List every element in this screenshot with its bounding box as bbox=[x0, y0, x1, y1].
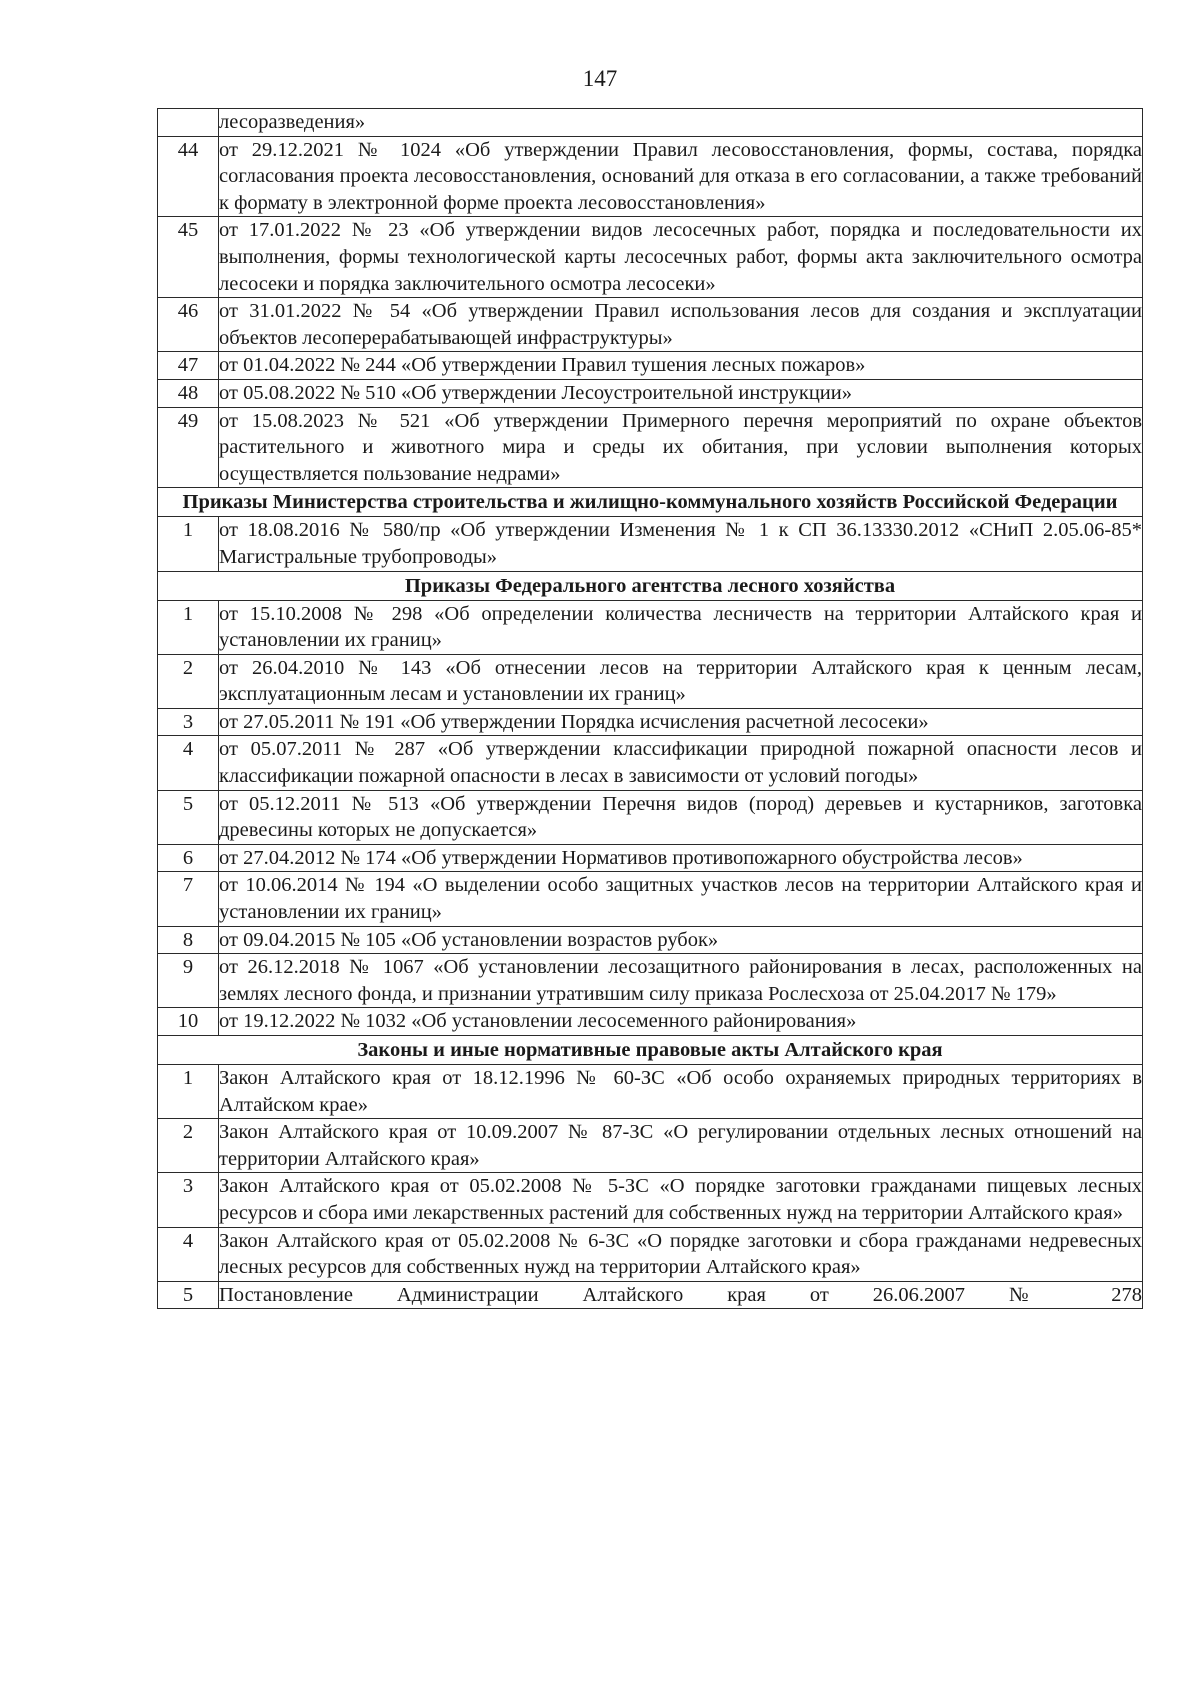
item-text: Закон Алтайского края от 05.02.2008 № 5-ЗС «О порядке заготовки гражданами пищевых лесных ресурсов и сбора ими лекарственных растений для собственных нужд на территории Алтайского края» bbox=[219, 1173, 1143, 1227]
item-text: от 18.08.2016 № 580/пр «Об утверждении Изменения № 1 к СП 36.13330.2012 «СНиП 2.05.06-85* Магистральные трубопроводы» bbox=[219, 517, 1143, 571]
item-text: от 15.08.2023 № 521 «Об утверждении Примерного перечня мероприятий по охране объектов растительного и животного мира и среды их обитания, при условии выполнения которых осуществляется пользование недрами» bbox=[219, 407, 1143, 488]
item-number bbox=[158, 109, 219, 137]
item-text: от 15.10.2008 № 298 «Об определении количества лесничеств на территории Алтайского края и установлении их границ» bbox=[219, 600, 1143, 654]
item-number: 1 bbox=[158, 517, 219, 571]
table-row bbox=[158, 654, 1143, 708]
table-row bbox=[158, 217, 1143, 298]
item-text: от 27.05.2011 № 191 «Об утверждении Порядка исчисления расчетной лесосеки» bbox=[219, 708, 1143, 736]
table-row bbox=[158, 926, 1143, 954]
item-text: от 01.04.2022 № 244 «Об утверждении Правил тушения лесных пожаров» bbox=[219, 352, 1143, 380]
item-text: от 26.12.2018 № 1067 «Об установлении лесозащитного районирования в лесах, расположенных на землях лесного фонда, и признании утратившим силу приказа Рослесхоза от 25.04.2017 № 179» bbox=[219, 954, 1143, 1008]
table-row bbox=[158, 844, 1143, 872]
item-number: 2 bbox=[158, 654, 219, 708]
section-header-row bbox=[158, 571, 1143, 600]
item-text: от 27.04.2012 № 174 «Об утверждении Нормативов противопожарного обустройства лесов» bbox=[219, 844, 1143, 872]
item-text: от 29.12.2021 № 1024 «Об утверждении Правил лесовосстановления, формы, состава, порядка согласования проекта лесовосстановления, оснований для отказа в его согласовании, а также требований к формату в электронной форме проекта лесовосстановления» bbox=[219, 136, 1143, 217]
item-text: от 05.08.2022 № 510 «Об утверждении Лесоустроительной инструкции» bbox=[219, 379, 1143, 407]
item-number: 44 bbox=[158, 136, 219, 217]
item-text: лесоразведения» bbox=[219, 109, 1143, 137]
item-number: 4 bbox=[158, 1227, 219, 1281]
table-row bbox=[158, 1065, 1143, 1119]
item-number: 2 bbox=[158, 1119, 219, 1173]
table-row bbox=[158, 136, 1143, 217]
table-row bbox=[158, 517, 1143, 571]
item-number: 8 bbox=[158, 926, 219, 954]
item-number: 4 bbox=[158, 736, 219, 790]
item-number: 3 bbox=[158, 708, 219, 736]
item-text: от 26.04.2010 № 143 «Об отнесении лесов на территории Алтайского края к ценным лесам, эксплуатационным лесам и установлении их границ» bbox=[219, 654, 1143, 708]
table-row bbox=[158, 1281, 1143, 1309]
table-row bbox=[158, 109, 1143, 137]
item-number: 47 bbox=[158, 352, 219, 380]
item-text: от 05.07.2011 № 287 «Об утверждении классификации природной пожарной опасности лесов и классификации пожарной опасности в лесах в зависимости от условий погоды» bbox=[219, 736, 1143, 790]
section-header-row bbox=[158, 488, 1143, 517]
item-text: Закон Алтайского края от 10.09.2007 № 87-ЗС «О регулировании отдельных лесных отношений на территории Алтайского края» bbox=[219, 1119, 1143, 1173]
table-row bbox=[158, 379, 1143, 407]
item-text: от 05.12.2011 № 513 «Об утверждении Перечня видов (пород) деревьев и кустарников, заготовка древесины которых не допускается» bbox=[219, 790, 1143, 844]
item-text: Закон Алтайского края от 05.02.2008 № 6-ЗС «О порядке заготовки и сбора гражданами недревесных лесных ресурсов для собственных нужд на территории Алтайского края» bbox=[219, 1227, 1143, 1281]
table-row bbox=[158, 1227, 1143, 1281]
item-number: 6 bbox=[158, 844, 219, 872]
item-number: 46 bbox=[158, 298, 219, 352]
item-number: 49 bbox=[158, 407, 219, 488]
item-text: Закон Алтайского края от 18.12.1996 № 60-ЗС «Об особо охраняемых природных территориях в Алтайском крае» bbox=[219, 1065, 1143, 1119]
table-row bbox=[158, 407, 1143, 488]
table-row bbox=[158, 352, 1143, 380]
table-row bbox=[158, 600, 1143, 654]
section-title: Приказы Министерства строительства и жилищно-коммунального хозяйств Российской Федерации bbox=[158, 488, 1143, 517]
table-row bbox=[158, 298, 1143, 352]
table-row bbox=[158, 708, 1143, 736]
item-text: Постановление Администрации Алтайского края от 26.06.2007 № 278 bbox=[219, 1281, 1143, 1309]
item-text: от 09.04.2015 № 105 «Об установлении возрастов рубок» bbox=[219, 926, 1143, 954]
section-header-row bbox=[158, 1036, 1143, 1065]
item-number: 7 bbox=[158, 872, 219, 926]
item-number: 10 bbox=[158, 1008, 219, 1036]
table-row bbox=[158, 872, 1143, 926]
item-number: 45 bbox=[158, 217, 219, 298]
table-body bbox=[158, 109, 1143, 1309]
item-number: 3 bbox=[158, 1173, 219, 1227]
item-text: от 31.01.2022 № 54 «Об утверждении Правил использования лесов для создания и эксплуатации объектов лесоперерабатывающей инфраструктуры» bbox=[219, 298, 1143, 352]
table-row bbox=[158, 1008, 1143, 1036]
legal-acts-table bbox=[157, 108, 1143, 1309]
item-text: от 19.12.2022 № 1032 «Об установлении лесосеменного районирования» bbox=[219, 1008, 1143, 1036]
table-row bbox=[158, 954, 1143, 1008]
item-text: от 10.06.2014 № 194 «О выделении особо защитных участков лесов на территории Алтайского края и установлении их границ» bbox=[219, 872, 1143, 926]
table-row bbox=[158, 1173, 1143, 1227]
item-number: 1 bbox=[158, 1065, 219, 1119]
item-number: 9 bbox=[158, 954, 219, 1008]
item-number: 5 bbox=[158, 1281, 219, 1309]
section-title: Законы и иные нормативные правовые акты Алтайского края bbox=[158, 1036, 1143, 1065]
table-row bbox=[158, 1119, 1143, 1173]
item-number: 5 bbox=[158, 790, 219, 844]
item-number: 1 bbox=[158, 600, 219, 654]
table-row bbox=[158, 736, 1143, 790]
item-text: от 17.01.2022 № 23 «Об утверждении видов лесосечных работ, порядка и последовательности их выполнения, формы технологической карты лесосечных работ, формы акта заключительного осмотра лесосеки и порядка заключительного осмотра лесосеки» bbox=[219, 217, 1143, 298]
table-row bbox=[158, 790, 1143, 844]
section-title: Приказы Федерального агентства лесного хозяйства bbox=[158, 571, 1143, 600]
item-number: 48 bbox=[158, 379, 219, 407]
page-number: 147 bbox=[582, 66, 618, 91]
